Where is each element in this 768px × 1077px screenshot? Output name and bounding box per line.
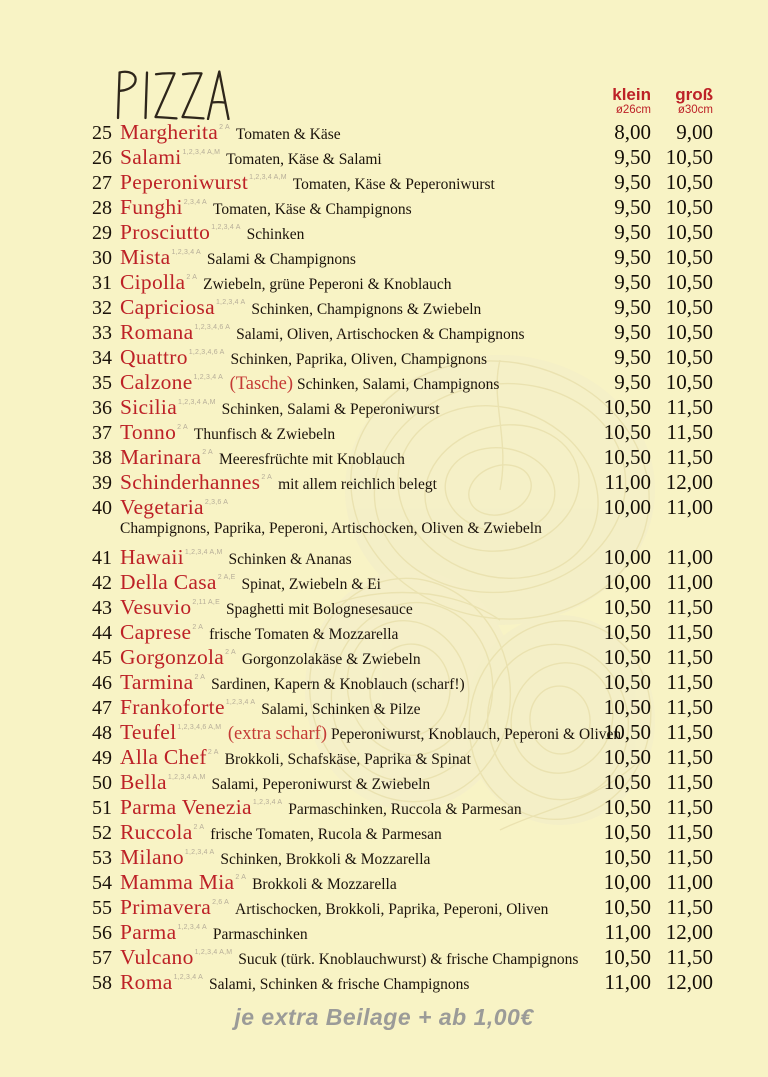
item-main: [120, 670, 591, 695]
item-name: Vulcano: [120, 945, 194, 969]
item-name: Caprese: [120, 620, 192, 644]
item-description: Tomaten & Käse: [235, 126, 341, 143]
price-small: 10,50: [603, 395, 651, 419]
item-description: Meeresfrüchte mit Knoblauch: [218, 451, 405, 468]
price-small: 9,50: [614, 170, 651, 194]
item-description: Schinken, Paprika, Oliven, Champignons: [230, 351, 488, 368]
item-main: [120, 395, 591, 420]
item-main: [120, 745, 591, 770]
allergen-codes: 1,2,3,4 A: [173, 974, 203, 981]
item-name: Ruccola: [120, 820, 193, 844]
menu-item-row: [86, 770, 713, 795]
item-main: [120, 770, 591, 795]
price-small: 9,50: [614, 220, 651, 244]
menu-item-row: [86, 670, 713, 695]
item-description: Zwiebeln, grüne Peperoni & Knoblauch: [203, 276, 452, 293]
item-description: frische Tomaten & Mozzarella: [209, 626, 399, 643]
price-small: 8,00: [614, 120, 651, 144]
price-large: 10,50: [665, 370, 713, 394]
price-small: 9,50: [614, 345, 651, 369]
item-number: 25: [92, 122, 112, 144]
item-description: Schinken & Ananas: [228, 551, 352, 568]
menu-item-row: [86, 345, 713, 370]
price-large: 11,50: [666, 895, 713, 919]
price-small: 9,50: [614, 245, 651, 269]
item-description: Parmaschinken, Ruccola & Parmesan: [288, 801, 522, 818]
price-large: 11,00: [666, 545, 713, 569]
item-main: [120, 695, 591, 720]
allergen-codes: 1,2,3,4 A: [184, 849, 215, 856]
item-number: 35: [92, 372, 112, 394]
price-large: 11,50: [666, 770, 713, 794]
menu-item-row: [86, 120, 713, 145]
allergen-codes: 2 A: [186, 274, 198, 281]
item-description: Schinken, Salami, Champignons: [297, 376, 500, 393]
item-name: Tarmina: [120, 670, 194, 694]
menu-item-row: [86, 845, 713, 870]
item-name: Roma: [120, 970, 173, 994]
item-name-extra: (Tasche): [224, 374, 294, 394]
menu-item-row: [86, 820, 713, 845]
menu-item-row: [86, 870, 713, 895]
item-name: Gorgonzola: [120, 645, 225, 669]
allergen-codes: 2 A: [261, 474, 273, 481]
menu-item-row: [86, 370, 713, 395]
price-large: 10,50: [665, 295, 713, 319]
item-number: 36: [92, 397, 112, 419]
large-size-diameter: ø30cm: [677, 104, 713, 116]
item-number: 33: [92, 322, 112, 344]
price-large: 11,50: [666, 795, 713, 819]
allergen-codes: 1,2,3,4 A: [211, 224, 241, 231]
menu-item-row: [86, 320, 713, 345]
item-number: 26: [92, 147, 112, 169]
item-number: 30: [92, 247, 112, 269]
small-size-label: klein: [612, 85, 651, 104]
price-large: 11,50: [666, 595, 713, 619]
price-small: 10,50: [603, 620, 651, 644]
item-main: [120, 370, 591, 395]
item-description: Salami & Champignons: [206, 251, 356, 268]
item-main: [120, 195, 591, 220]
item-number: 45: [92, 647, 112, 669]
item-name: Margherita: [120, 120, 219, 144]
item-main: [120, 720, 622, 745]
item-number: 49: [92, 747, 112, 769]
price-small: 9,50: [614, 145, 651, 169]
menu-item-row: [86, 745, 713, 770]
item-name: Capriciosa: [120, 295, 215, 319]
menu-item-row: [86, 895, 713, 920]
price-small: 10,50: [603, 645, 651, 669]
price-large: 11,50: [666, 820, 713, 844]
item-name: Vesuvio: [120, 595, 192, 619]
item-number: 39: [92, 472, 112, 494]
item-description: Schinken: [246, 226, 305, 243]
price-large: 11,00: [666, 495, 713, 519]
price-small: 10,00: [603, 545, 651, 569]
item-number: 31: [92, 272, 112, 294]
menu-list: [86, 120, 713, 995]
item-description-line: Champignons, Paprika, Peperoni, Artischocken, Oliven & Zwiebeln: [120, 520, 542, 537]
price-large: 10,50: [665, 345, 713, 369]
item-number: 40: [92, 497, 112, 519]
menu-item-row: [86, 495, 713, 520]
item-number: 41: [92, 547, 112, 569]
small-size-diameter: ø26cm: [615, 104, 651, 116]
item-main: [120, 570, 591, 595]
item-number: 38: [92, 447, 112, 469]
item-name: Mamma Mia: [120, 870, 235, 894]
item-number: 37: [92, 422, 112, 444]
price-large: 11,00: [666, 870, 713, 894]
item-description: Thunfisch & Zwiebeln: [193, 426, 336, 443]
menu-item-row: [86, 645, 713, 670]
allergen-codes: 1,2,3,4 A,M: [184, 549, 223, 556]
price-column-headers: [591, 86, 713, 118]
item-main: [120, 945, 591, 970]
item-main: [120, 970, 591, 995]
item-description: Gorgonzolakäse & Zwiebeln: [241, 651, 421, 668]
price-large: 9,00: [676, 120, 713, 144]
allergen-codes: 2,3,6 A: [204, 499, 229, 506]
item-main: [120, 545, 591, 570]
menu-item-row: [86, 445, 713, 470]
item-number: 34: [92, 347, 112, 369]
item-number: 54: [92, 872, 112, 894]
item-name: Prosciutto: [120, 220, 211, 244]
allergen-codes: 1,2,3,4 A,M: [167, 774, 206, 781]
item-description: Salami, Peperoniwurst & Zwiebeln: [211, 776, 431, 793]
item-number: 43: [92, 597, 112, 619]
price-large: 11,50: [666, 645, 713, 669]
price-large: 11,50: [666, 720, 713, 744]
item-main: [120, 795, 591, 820]
item-name: Teufel: [120, 720, 177, 744]
item-number: 29: [92, 222, 112, 244]
item-name: Alla Chef: [120, 745, 207, 769]
allergen-codes: 2 A: [207, 749, 219, 756]
item-description: Spaghetti mit Bolognesesauce: [225, 601, 413, 618]
item-number: 57: [92, 947, 112, 969]
menu-item-row: [86, 170, 713, 195]
item-main: [120, 320, 591, 345]
price-small: 11,00: [604, 970, 651, 994]
price-small: 10,50: [603, 595, 651, 619]
price-large: 12,00: [665, 970, 713, 994]
price-large: 10,50: [665, 220, 713, 244]
menu-item-row: [86, 920, 713, 945]
item-main: [120, 895, 591, 920]
price-small: 9,50: [614, 195, 651, 219]
item-description: mit allem reichlich belegt: [278, 476, 437, 493]
item-description: Tomaten, Käse & Champignons: [212, 201, 412, 218]
menu-item-row: [86, 420, 713, 445]
menu-item-row: [86, 295, 713, 320]
allergen-codes: 2 A,E: [217, 574, 236, 581]
item-main: [120, 270, 591, 295]
item-description: Artischocken, Brokkoli, Paprika, Peperoni, Oliven: [235, 901, 549, 918]
item-description: Sucuk (türk. Knoblauchwurst) & frische Champignons: [238, 951, 579, 968]
item-name: Peperoniwurst: [120, 170, 249, 194]
allergen-codes: 1,2,3,4 A,M: [249, 174, 287, 181]
price-large: 10,50: [665, 245, 713, 269]
price-large: 11,50: [666, 845, 713, 869]
menu-item-row: [86, 570, 713, 595]
price-large: 11,50: [666, 420, 713, 444]
price-large: 12,00: [665, 920, 713, 944]
price-small: 10,50: [603, 770, 651, 794]
item-description: Brokkoli, Schafskäse, Paprika & Spinat: [224, 751, 471, 768]
item-main: [120, 645, 591, 670]
item-name: Funghi: [120, 195, 183, 219]
item-number: 53: [92, 847, 112, 869]
allergen-codes: 2 A: [193, 824, 205, 831]
item-main: [120, 495, 591, 520]
item-description: Schinken, Brokkoli & Mozzarella: [220, 851, 431, 868]
price-large: 10,50: [665, 270, 713, 294]
price-large: 12,00: [665, 470, 713, 494]
item-name: Frankoforte: [120, 695, 225, 719]
allergen-codes: 1,2,3,4,6 A: [194, 324, 231, 331]
price-large: 11,50: [666, 670, 713, 694]
allergen-codes: 1,2,3,4 A,M: [194, 949, 233, 956]
menu-item-row: [86, 145, 713, 170]
item-main: [120, 870, 591, 895]
item-main: [120, 595, 591, 620]
menu-item-row: [86, 720, 713, 745]
item-number: 52: [92, 822, 112, 844]
allergen-codes: 1,2,3,4,6 A,M: [177, 724, 222, 731]
item-description: Schinken, Salami & Peperoniwurst: [221, 401, 440, 418]
allergen-codes: 1,2,3,4 A: [252, 799, 283, 806]
price-large: 11,50: [666, 745, 713, 769]
allergen-codes: 2 A: [235, 874, 247, 881]
price-column-small: [591, 86, 651, 118]
menu-item-row: [86, 270, 713, 295]
menu-item-row: [86, 595, 713, 620]
menu-item-row: [86, 470, 713, 495]
item-name: Parma Venezia: [120, 795, 252, 819]
price-small: 10,00: [603, 495, 651, 519]
price-small: 9,50: [614, 270, 651, 294]
allergen-codes: 2,3,4 A: [183, 199, 207, 206]
item-description: Tomaten, Käse & Salami: [226, 151, 382, 168]
large-size-label: groß: [675, 85, 713, 104]
price-small: 9,50: [614, 370, 651, 394]
item-description: Tomaten, Käse & Peperoniwurst: [292, 176, 495, 193]
price-large: 10,50: [665, 195, 713, 219]
price-small: 11,00: [604, 470, 651, 494]
allergen-codes: 2 A: [194, 674, 206, 681]
price-small: 10,50: [603, 845, 651, 869]
item-number: 47: [92, 697, 112, 719]
price-small: 10,00: [603, 570, 651, 594]
item-main: [120, 470, 591, 495]
price-small: 10,50: [603, 820, 651, 844]
price-small: 10,50: [603, 795, 651, 819]
menu-item-row: [86, 945, 713, 970]
price-large: 10,50: [665, 170, 713, 194]
item-main: [120, 820, 591, 845]
item-description: Peperoniwurst, Knoblauch, Peperoni & Oliven: [331, 726, 622, 743]
price-small: 10,50: [603, 745, 651, 769]
item-description: Sardinen, Kapern & Knoblauch (scharf!): [211, 676, 465, 693]
item-name: Hawaii: [120, 545, 184, 569]
item-name: Della Casa: [120, 570, 217, 594]
price-small: 10,50: [603, 895, 651, 919]
price-large: 11,00: [666, 570, 713, 594]
allergen-codes: 1,2,3,4 A,M: [178, 399, 216, 406]
item-name: Marinara: [120, 445, 202, 469]
price-large: 11,50: [666, 620, 713, 644]
item-name: Vegetaria: [120, 495, 204, 519]
item-number: 58: [92, 972, 112, 994]
item-main: [120, 245, 591, 270]
price-small: 10,50: [603, 445, 651, 469]
item-main: [120, 345, 591, 370]
price-large: 11,50: [666, 445, 713, 469]
item-number: 27: [92, 172, 112, 194]
item-name: Mista: [120, 245, 171, 269]
item-description: Parmaschinken: [212, 926, 308, 943]
price-small: 10,50: [603, 670, 651, 694]
item-name: Romana: [120, 320, 194, 344]
item-number: 42: [92, 572, 112, 594]
item-name: Quattro: [120, 345, 188, 369]
menu-item-row: [86, 395, 713, 420]
item-main: [120, 845, 591, 870]
item-main: [120, 445, 591, 470]
menu-item-row: [86, 970, 713, 995]
item-name: Bella: [120, 770, 167, 794]
price-small: 9,50: [614, 295, 651, 319]
item-main: [120, 220, 591, 245]
item-main: [120, 170, 591, 195]
item-number: 56: [92, 922, 112, 944]
price-large: 11,50: [666, 695, 713, 719]
allergen-codes: 2 A: [177, 424, 188, 431]
price-small: 10,50: [603, 420, 651, 444]
item-description: Spinat, Zwiebeln & Ei: [241, 576, 381, 593]
allergen-codes: 2 A: [192, 624, 204, 631]
item-description: Salami, Schinken & Pilze: [261, 701, 421, 718]
item-main: [120, 920, 591, 945]
allergen-codes: 1,2,3,4,6 A: [188, 349, 225, 356]
allergen-codes: 1,2,3,4 A: [193, 374, 223, 381]
item-description: Schinken, Champignons & Zwiebeln: [251, 301, 482, 318]
item-name: Tonno: [120, 420, 177, 444]
price-large: 10,50: [665, 320, 713, 344]
price-large: 11,50: [666, 945, 713, 969]
item-number: 28: [92, 197, 112, 219]
item-name: Primavera: [120, 895, 212, 919]
price-small: 10,00: [603, 870, 651, 894]
allergen-codes: 1,2,3,4 A: [225, 699, 256, 706]
item-number: 51: [92, 797, 112, 819]
allergen-codes: 2 A: [219, 124, 230, 131]
item-name: Sicilia: [120, 395, 178, 419]
item-name: Salami: [120, 145, 182, 169]
allergen-codes: 2,6 A: [212, 899, 230, 906]
price-small: 11,00: [604, 920, 651, 944]
menu-item-row: [86, 620, 713, 645]
allergen-codes: 1,2,3,4 A: [171, 249, 201, 256]
item-name-extra: (extra scharf): [223, 724, 328, 744]
item-main: [120, 145, 591, 170]
item-number: 46: [92, 672, 112, 694]
price-small: 10,50: [603, 695, 651, 719]
item-number: 48: [92, 722, 112, 744]
item-description: Brokkoli & Mozzarella: [252, 876, 397, 893]
price-small: 10,50: [603, 720, 651, 744]
footer-note: je extra Beilage + ab 1,00€: [234, 1004, 534, 1030]
menu-item-row: [86, 545, 713, 570]
allergen-codes: 2 A: [225, 649, 236, 656]
item-main: [120, 295, 591, 320]
item-description: Salami, Oliven, Artischocken & Champignons: [236, 326, 525, 343]
item-number: 44: [92, 622, 112, 644]
allergen-codes: 1,2,3,4 A: [215, 299, 246, 306]
item-description: frische Tomaten, Rucola & Parmesan: [210, 826, 442, 843]
item-main: [120, 620, 591, 645]
pizza-title-lettering: [111, 68, 233, 120]
item-name: Calzone: [120, 370, 193, 394]
allergen-codes: 2,11 A,E: [192, 599, 220, 606]
allergen-codes: 1,2,3,4 A: [177, 924, 207, 931]
item-number: 32: [92, 297, 112, 319]
price-large: 10,50: [665, 145, 713, 169]
price-column-large: [651, 86, 713, 118]
item-name: Milano: [120, 845, 184, 869]
allergen-codes: 1,2,3,4 A,M: [182, 149, 221, 156]
menu-item-row: [86, 195, 713, 220]
menu-item-row: [86, 245, 713, 270]
allergen-codes: 2 A: [202, 449, 213, 456]
item-description: Salami, Schinken & frische Champignons: [209, 976, 470, 993]
price-large: 11,50: [666, 395, 713, 419]
price-small: 9,50: [614, 320, 651, 344]
page-title: [111, 68, 233, 125]
menu-item-row: [86, 220, 713, 245]
price-small: 10,50: [603, 945, 651, 969]
item-main: [120, 120, 591, 145]
item-number: 50: [92, 772, 112, 794]
item-name: Parma: [120, 920, 177, 944]
item-name: Schinderhannes: [120, 470, 261, 494]
item-main: [120, 420, 591, 445]
menu-item-row: [86, 695, 713, 720]
item-name: Cipolla: [120, 270, 186, 294]
menu-item-row: [86, 795, 713, 820]
item-number: 55: [92, 897, 112, 919]
